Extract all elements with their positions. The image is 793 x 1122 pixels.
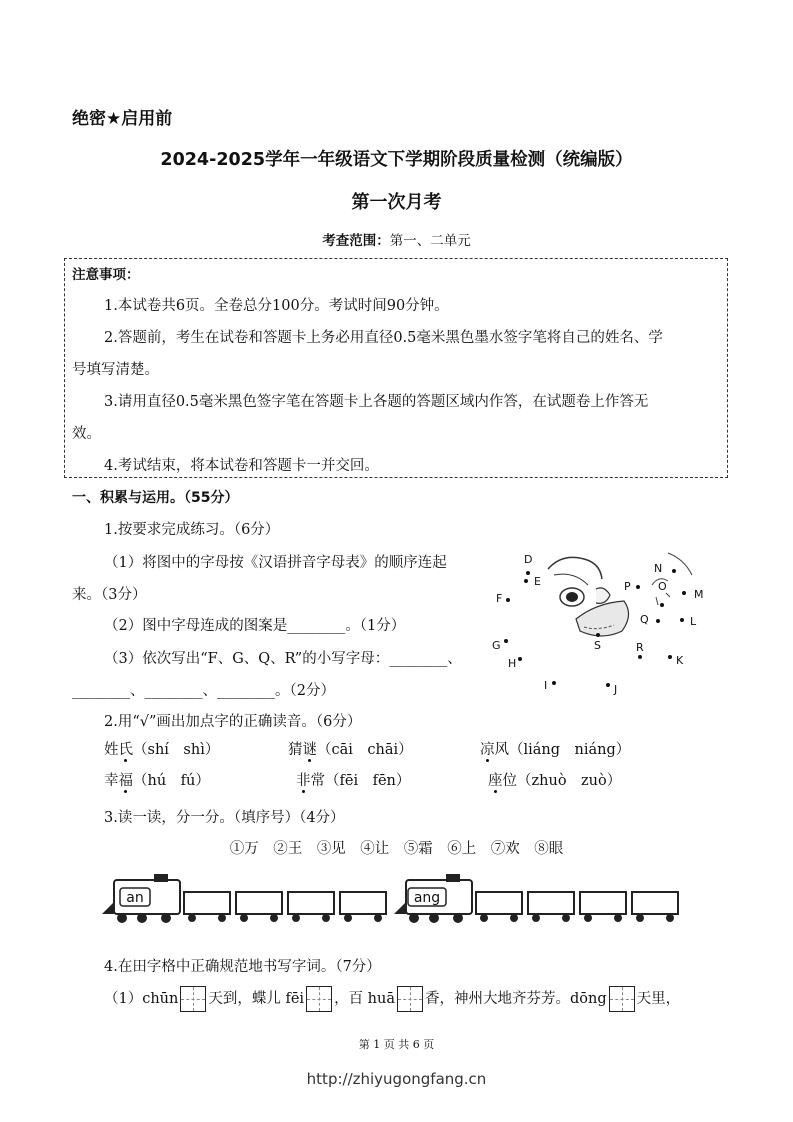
q2-item-4-char-1: 幸 [104, 773, 119, 789]
dot-to-dot-figure [484, 545, 714, 705]
q2-item-2-char-1: 猜 [288, 742, 303, 758]
tianzige-box-4[interactable] [609, 986, 635, 1012]
q4-text-1: （1）chūn [104, 991, 179, 1007]
notice-item-2: 2.答题前，考生在试卷和答题卡上务必用直径0.5毫米黑色墨水签字笔将自己的姓名、学 [104, 330, 663, 346]
notice-item-3-cont: 效。 [72, 426, 101, 442]
train-an-car-2[interactable] [236, 892, 282, 914]
train-ang-car-4[interactable] [632, 892, 678, 914]
tianzige-box-2[interactable] [306, 986, 332, 1012]
letter-P: P [624, 580, 631, 593]
exam-title: 2024-2025学年一年级语文下学期阶段质量检测（统编版） [160, 150, 633, 170]
notice-item-4: 4.考试结束，将本试卷和答题卡一并交回。 [104, 458, 379, 474]
pupil [566, 592, 578, 602]
notice-title: 注意事项： [72, 267, 140, 283]
train-ang-chimney-icon [446, 874, 460, 882]
train-an-front-icon [102, 902, 114, 914]
q2-item-3 [480, 738, 630, 759]
letter-E: E [534, 575, 541, 588]
q2-item-1-dotted-char: 氏 [118, 742, 133, 758]
letter-F: F [496, 592, 503, 605]
train-an-car-4[interactable] [340, 892, 386, 914]
train-ang-car-2[interactable] [528, 892, 574, 914]
tianzige-box-3[interactable] [397, 986, 423, 1012]
tail-line [668, 553, 692, 575]
q2-item-3-char-2: 风 [494, 742, 509, 758]
q2-item-5-dotted-char: 非 [296, 773, 311, 789]
train-an-chimney-icon [154, 874, 168, 882]
train-ang-car-1[interactable] [476, 892, 522, 914]
exam-subtitle: 第一次月考 [351, 192, 442, 213]
letter-G: G [492, 639, 501, 652]
q2-item-6 [488, 769, 621, 790]
letter-I: I [544, 679, 548, 692]
q1-stem: 1.按要求完成练习。（6分） [104, 522, 280, 538]
q2-item-5-char-2: 常 [310, 773, 325, 789]
q4-part1 [104, 986, 680, 1012]
notice-item-3: 3.请用直径0.5毫米黑色签字笔在答题卡上各题的答题区域内作答，在试题卷上作答无 [104, 394, 649, 410]
q2-item-5-pinyin[interactable]: （fēi fēn） [325, 773, 411, 789]
notice-box [64, 258, 728, 478]
q1-part2: （2）图中字母连成的图案是________。（1分） [104, 618, 406, 634]
q2-item-4-dotted-char: 福 [118, 773, 133, 789]
q2-item-2 [288, 738, 413, 759]
scope-value: 第一、二单元 [389, 233, 471, 249]
letter-J: J [614, 683, 618, 696]
q1-part1: （1）将图中的字母按《汉语拼音字母表》的顺序连起 [104, 555, 447, 571]
q2-item-2-dotted-char: 谜 [302, 742, 317, 758]
q2-item-3-pinyin[interactable]: （liáng niáng） [509, 742, 631, 758]
q4-text-2: 天到，蝶儿 fēi [208, 991, 305, 1007]
q2-stem: 2.用“√”画出加点字的正确读音。（6分） [104, 714, 362, 730]
letter-D: D [524, 553, 533, 566]
q2-item-2-pinyin[interactable]: （cāi chāi） [317, 742, 413, 758]
train-an-car-3[interactable] [288, 892, 334, 914]
q2-item-4 [104, 769, 210, 790]
train-an-car-1[interactable] [184, 892, 230, 914]
ear-shape [596, 588, 610, 603]
q3-stem: 3.读一读，分一分。（填序号）（4分） [104, 810, 345, 826]
train-ang-label: ang [413, 890, 441, 906]
letter-L: L [690, 615, 697, 628]
q2-item-6-dotted-char: 座 [488, 773, 503, 789]
q4-text-4: 香，神州大地齐芬芳。dōng [425, 991, 607, 1007]
footer-url[interactable]: http://zhiyugongfang.cn [306, 1070, 487, 1088]
q4-stem: 4.在田字格中正确规范地书写字词。（7分） [104, 959, 381, 975]
train-an [100, 874, 390, 926]
hat-outline [548, 557, 602, 579]
q4-text-3: ，百 huā [334, 991, 396, 1007]
scope-line [0, 229, 793, 249]
q2-item-4-pinyin[interactable]: （hú fú） [133, 773, 210, 789]
letter-H: H [508, 657, 517, 670]
q2-item-5 [296, 769, 410, 790]
letter-R: R [636, 641, 644, 654]
letter-K: K [676, 654, 684, 667]
secret-label: 绝密★启用前 [72, 109, 173, 129]
q2-item-6-pinyin[interactable]: （zhuò zuò） [517, 773, 622, 789]
q1-part3: （3）依次写出“F、G、Q、R”的小写字母：________、 [104, 651, 462, 667]
scope-label: 考查范围： [322, 233, 390, 249]
letter-M: M [694, 588, 704, 601]
tianzige-box-1[interactable] [180, 986, 206, 1012]
q2-item-3-dotted-char: 凉 [480, 742, 495, 758]
train-ang-front-icon [394, 902, 406, 914]
q2-item-1-char-1: 姓 [104, 742, 119, 758]
hat-brim [554, 574, 588, 585]
q4-text-5: 天里， [636, 991, 681, 1007]
letter-N: N [654, 562, 663, 575]
page-number: 第 1 页 共 6 页 [358, 1038, 435, 1051]
q2-item-1 [104, 738, 219, 759]
letter-S: S [594, 639, 601, 652]
q3-options: ①万 ②王 ③见 ④让 ⑤霜 ⑥上 ⑦欢 ⑧眼 [229, 841, 564, 857]
q2-item-1-pinyin[interactable]: （shí shì） [133, 742, 220, 758]
train-ang-car-3[interactable] [580, 892, 626, 914]
mouth-shape [576, 601, 629, 636]
letter-O: O [658, 580, 667, 593]
q2-item-6-char-2: 位 [502, 773, 517, 789]
section-1-heading: 一、积累与运用。（55分） [72, 490, 239, 506]
q1-part3-cont: ________、________、________。（2分） [72, 683, 335, 699]
letter-Q: Q [640, 613, 649, 626]
train-ang [392, 874, 682, 926]
notice-item-2-cont: 号填写清楚。 [72, 362, 159, 378]
train-an-label: an [126, 890, 144, 906]
q1-part1-cont: 来。（3分） [72, 587, 147, 603]
notice-item-1: 1.本试卷共6页。全卷总分100分。考试时间90分钟。 [104, 298, 449, 314]
